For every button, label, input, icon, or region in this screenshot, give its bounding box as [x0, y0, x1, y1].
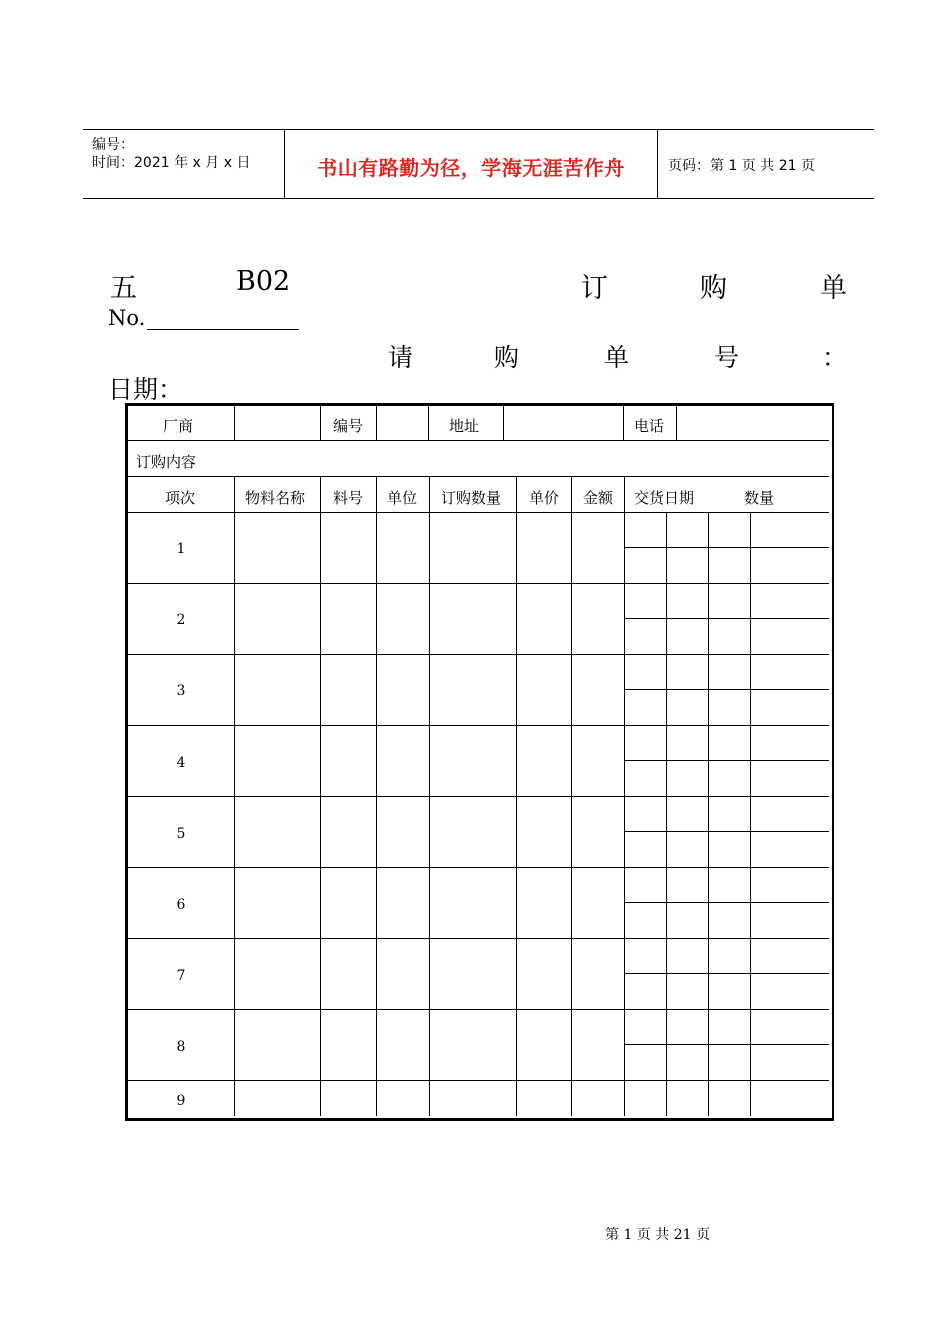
title-part-5: 单 — [820, 273, 847, 304]
row-number-6: 6 — [176, 897, 186, 913]
col-material-name: 物料名称 — [245, 489, 306, 507]
col-quantity: 数量 — [744, 489, 775, 507]
table-row-divider — [127, 583, 829, 584]
title-part-4: 购 — [700, 273, 727, 304]
address-field[interactable] — [504, 406, 623, 440]
vendor-row-divider — [320, 405, 321, 440]
delivery-subrow-divider — [625, 618, 829, 619]
title-part-1: 五 — [110, 273, 137, 304]
table-column-divider — [429, 476, 430, 1116]
table-row-divider — [127, 796, 829, 797]
table-code-label: 编号 — [333, 417, 364, 435]
table-row-divider — [127, 440, 829, 441]
delivery-subcolumn-divider — [750, 512, 751, 1116]
row-number-7: 7 — [176, 968, 186, 984]
page-header — [83, 129, 874, 199]
page-footer: 第 1 页 共 21 页 — [605, 1227, 710, 1243]
delivery-subrow-divider — [625, 902, 829, 903]
col-delivery-date: 交货日期 — [634, 489, 695, 507]
vendor-label: 厂商 — [163, 417, 194, 435]
row-number-1: 1 — [176, 541, 186, 557]
delivery-subrow-divider — [625, 760, 829, 761]
col-order-qty: 订购数量 — [441, 489, 502, 507]
table-column-divider — [516, 476, 517, 1116]
phone-field[interactable] — [677, 406, 827, 440]
row-number-5: 5 — [176, 826, 186, 842]
header-page-cell — [658, 130, 874, 198]
table-row-divider — [127, 512, 829, 513]
col-item-no: 项次 — [165, 489, 196, 507]
order-number-field[interactable] — [147, 307, 299, 330]
table-column-divider — [320, 476, 321, 1116]
request-no-char-4: 号 — [714, 343, 740, 372]
delivery-subrow-divider — [625, 689, 829, 690]
request-no-char-2: 购 — [494, 343, 520, 372]
page-info: 页码：第 1 页 共 21 页 — [668, 158, 815, 174]
table-row-divider — [127, 725, 829, 726]
table-row-divider — [127, 476, 829, 477]
request-no-char-3: 单 — [604, 343, 630, 372]
table-column-divider — [376, 476, 377, 1116]
row-number-4: 4 — [176, 755, 186, 771]
title-part-2: B02 — [236, 266, 291, 297]
vendor-field[interactable] — [235, 406, 320, 440]
row-number-8: 8 — [176, 1039, 186, 1055]
header-motto-cell — [285, 130, 658, 198]
motto-text: 书山有路勤为径，学海无涯苦作舟 — [317, 156, 625, 180]
delivery-subrow-divider — [625, 1044, 829, 1045]
col-part-no: 料号 — [333, 489, 364, 507]
order-number-label: No. — [108, 306, 146, 330]
code-field[interactable] — [377, 406, 428, 440]
order-number-line — [108, 306, 299, 330]
table-column-divider — [234, 476, 235, 1116]
col-unit-price: 单价 — [529, 489, 560, 507]
table-row-divider — [127, 654, 829, 655]
title-part-3: 订 — [581, 273, 608, 304]
row-number-3: 3 — [176, 683, 186, 699]
row-number-2: 2 — [176, 612, 186, 628]
order-content-label: 订购内容 — [136, 453, 197, 471]
date-field[interactable] — [187, 378, 313, 406]
request-no-char-5: ： — [822, 343, 848, 372]
delivery-subcolumn-divider — [708, 512, 709, 1116]
table-row-divider — [127, 1080, 829, 1081]
date-line — [108, 370, 313, 406]
col-amount: 金额 — [583, 489, 614, 507]
table-column-divider — [571, 476, 572, 1116]
table-row-divider — [127, 1009, 829, 1010]
delivery-subrow-divider — [625, 973, 829, 974]
table-row-divider — [127, 938, 829, 939]
delivery-subrow-divider — [625, 831, 829, 832]
request-no-char-1: 请 — [388, 343, 414, 372]
vendor-row-divider — [623, 405, 624, 440]
code-label: 编号： — [92, 137, 134, 153]
table-row-divider — [127, 867, 829, 868]
header-meta-cell — [83, 130, 285, 198]
col-unit: 单位 — [387, 489, 418, 507]
delivery-subrow-divider — [625, 547, 829, 548]
time-label: 时间：2021 年 x 月 x 日 — [92, 155, 251, 171]
phone-label: 电话 — [634, 417, 665, 435]
vendor-row-divider — [428, 405, 429, 440]
date-label: 日期： — [108, 375, 184, 404]
table-column-divider — [624, 476, 625, 1116]
row-number-9: 9 — [176, 1093, 186, 1109]
address-label: 地址 — [449, 417, 480, 435]
delivery-subcolumn-divider — [666, 512, 667, 1116]
